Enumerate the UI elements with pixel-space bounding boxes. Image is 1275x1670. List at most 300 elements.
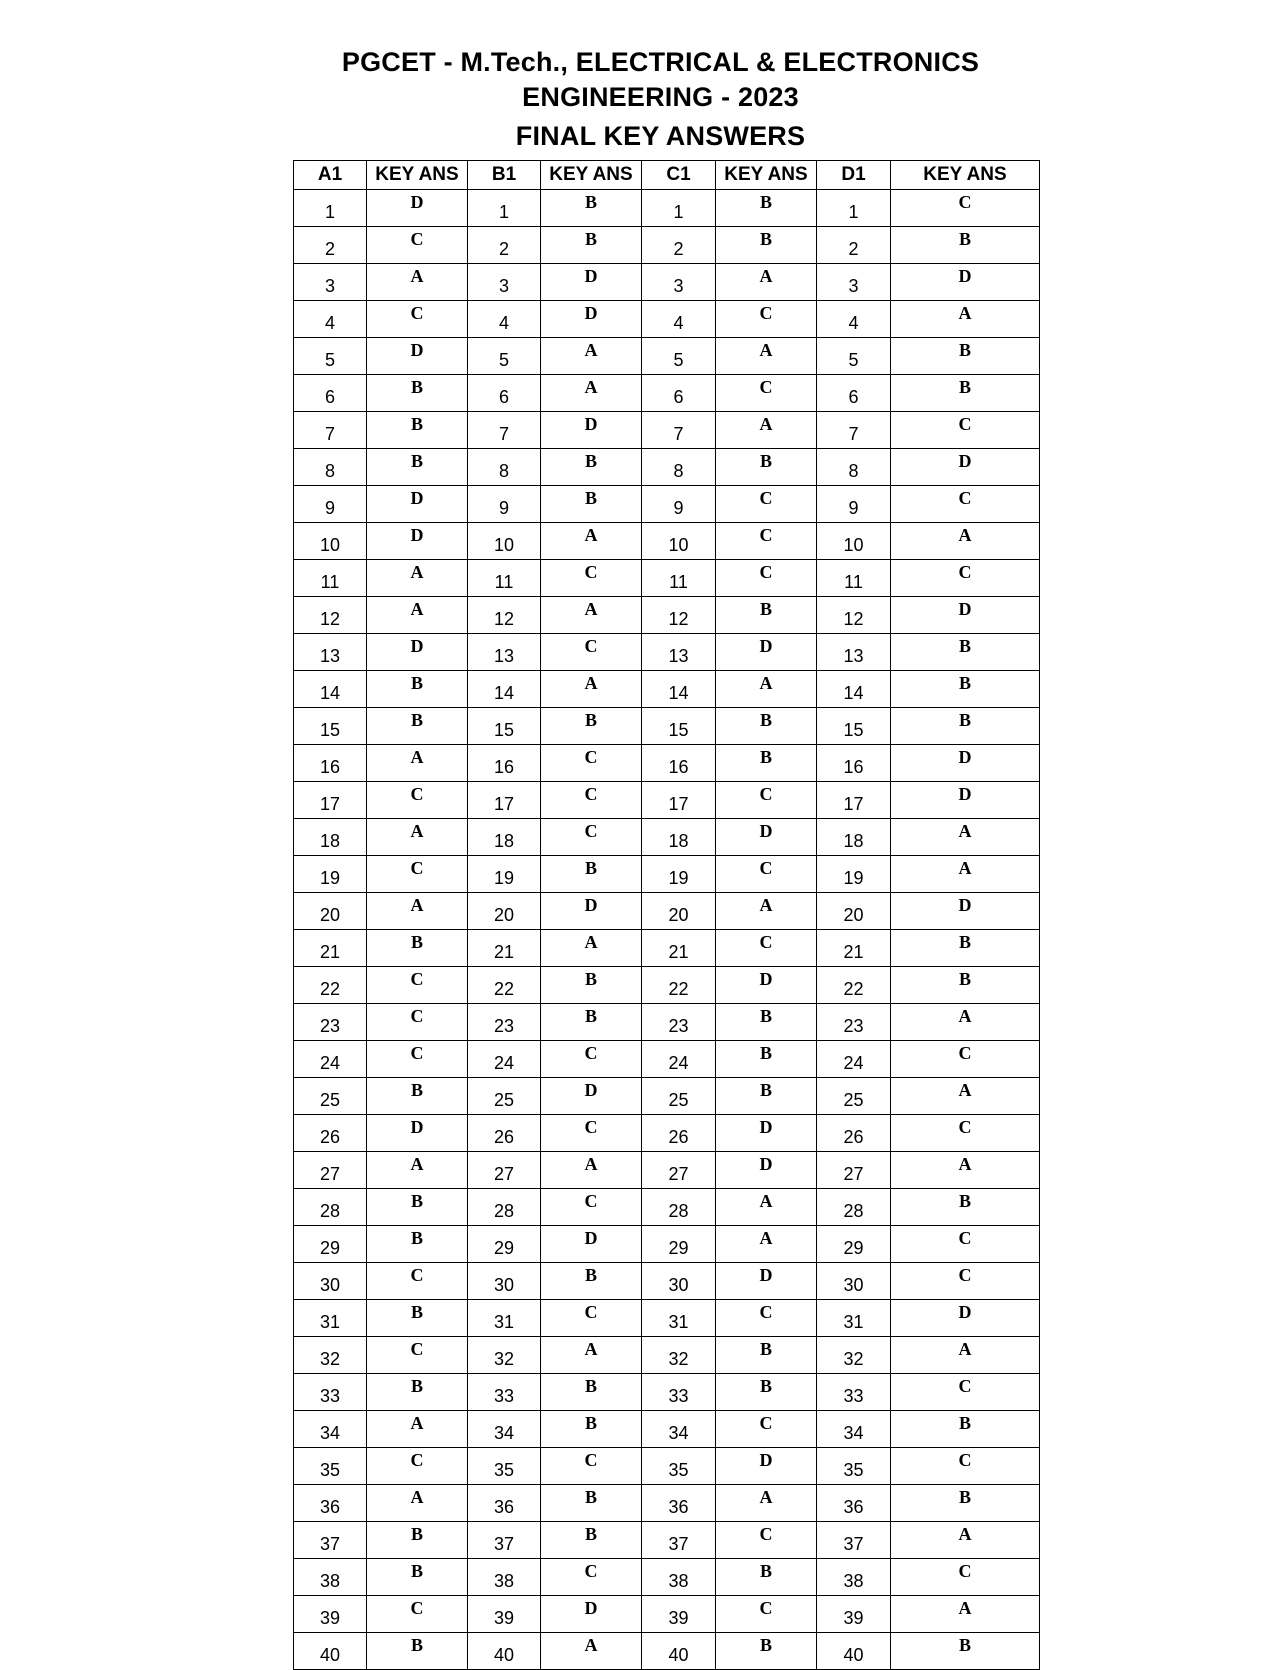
table-row bbox=[294, 1337, 1040, 1374]
question-number-b1: 30 bbox=[468, 1263, 541, 1300]
key-answer-b1: D bbox=[541, 301, 642, 338]
key-answer-d1: A bbox=[891, 1152, 1040, 1189]
question-number-b1: 8 bbox=[468, 449, 541, 486]
question-number-c1: 31 bbox=[642, 1300, 716, 1337]
key-answer-a1: C bbox=[367, 967, 468, 1004]
key-answer-d1: A bbox=[891, 523, 1040, 560]
key-answer-a1: D bbox=[367, 634, 468, 671]
question-number-b1: 29 bbox=[468, 1226, 541, 1263]
question-number-d1: 36 bbox=[817, 1485, 891, 1522]
key-answer-c1: A bbox=[716, 338, 817, 375]
key-answer-b1: D bbox=[541, 893, 642, 930]
table-row bbox=[294, 1448, 1040, 1485]
question-number-c1: 9 bbox=[642, 486, 716, 523]
key-answer-c1: D bbox=[716, 1115, 817, 1152]
question-number-a1: 33 bbox=[294, 1374, 367, 1411]
table-row bbox=[294, 1300, 1040, 1337]
table-row bbox=[294, 634, 1040, 671]
question-number-a1: 30 bbox=[294, 1263, 367, 1300]
table-row bbox=[294, 190, 1040, 227]
key-answer-a1: C bbox=[367, 1337, 468, 1374]
key-answer-c1: C bbox=[716, 1596, 817, 1633]
key-answer-d1: D bbox=[891, 597, 1040, 634]
key-answer-c1: B bbox=[716, 745, 817, 782]
question-number-b1: 5 bbox=[468, 338, 541, 375]
question-number-d1: 30 bbox=[817, 1263, 891, 1300]
question-number-d1: 18 bbox=[817, 819, 891, 856]
question-number-a1: 27 bbox=[294, 1152, 367, 1189]
question-number-a1: 19 bbox=[294, 856, 367, 893]
question-number-c1: 40 bbox=[642, 1633, 716, 1670]
table-row bbox=[294, 338, 1040, 375]
key-answer-b1: A bbox=[541, 671, 642, 708]
key-answer-a1: A bbox=[367, 1485, 468, 1522]
key-answer-d1: D bbox=[891, 782, 1040, 819]
key-answer-c1: A bbox=[716, 671, 817, 708]
key-answer-c1: C bbox=[716, 930, 817, 967]
key-answer-d1: B bbox=[891, 1485, 1040, 1522]
key-answer-a1: D bbox=[367, 1115, 468, 1152]
key-answer-a1: B bbox=[367, 375, 468, 412]
key-answer-a1: A bbox=[367, 745, 468, 782]
key-answer-d1: A bbox=[891, 1522, 1040, 1559]
key-answer-d1: C bbox=[891, 1374, 1040, 1411]
question-number-b1: 37 bbox=[468, 1522, 541, 1559]
table-row bbox=[294, 597, 1040, 634]
table-row bbox=[294, 1374, 1040, 1411]
key-answer-d1: B bbox=[891, 227, 1040, 264]
question-number-c1: 17 bbox=[642, 782, 716, 819]
key-answer-b1: B bbox=[541, 1374, 642, 1411]
table-row bbox=[294, 486, 1040, 523]
question-number-b1: 38 bbox=[468, 1559, 541, 1596]
table-row bbox=[294, 1633, 1040, 1670]
key-answer-b1: D bbox=[541, 1596, 642, 1633]
key-answer-d1: B bbox=[891, 375, 1040, 412]
key-answer-a1: B bbox=[367, 1633, 468, 1670]
header-version-c1: C1 bbox=[642, 161, 716, 190]
table-row bbox=[294, 708, 1040, 745]
key-answer-c1: B bbox=[716, 449, 817, 486]
key-answer-c1: D bbox=[716, 1263, 817, 1300]
question-number-d1: 12 bbox=[817, 597, 891, 634]
key-answer-c1: C bbox=[716, 375, 817, 412]
table-row bbox=[294, 560, 1040, 597]
question-number-d1: 20 bbox=[817, 893, 891, 930]
question-number-d1: 28 bbox=[817, 1189, 891, 1226]
key-answer-b1: B bbox=[541, 227, 642, 264]
question-number-a1: 8 bbox=[294, 449, 367, 486]
table-row bbox=[294, 1411, 1040, 1448]
key-answer-b1: A bbox=[541, 1633, 642, 1670]
question-number-c1: 8 bbox=[642, 449, 716, 486]
question-number-b1: 36 bbox=[468, 1485, 541, 1522]
key-answer-c1: C bbox=[716, 523, 817, 560]
key-answer-a1: B bbox=[367, 1559, 468, 1596]
question-number-d1: 11 bbox=[817, 560, 891, 597]
question-number-c1: 14 bbox=[642, 671, 716, 708]
question-number-d1: 22 bbox=[817, 967, 891, 1004]
key-answer-b1: C bbox=[541, 1448, 642, 1485]
question-number-c1: 24 bbox=[642, 1041, 716, 1078]
key-answer-b1: C bbox=[541, 745, 642, 782]
question-number-b1: 40 bbox=[468, 1633, 541, 1670]
question-number-c1: 19 bbox=[642, 856, 716, 893]
key-answer-b1: B bbox=[541, 708, 642, 745]
key-answer-b1: D bbox=[541, 264, 642, 301]
question-number-b1: 24 bbox=[468, 1041, 541, 1078]
header-key-ans-a1: KEY ANS bbox=[367, 161, 468, 190]
key-answer-a1: B bbox=[367, 449, 468, 486]
key-answer-c1: A bbox=[716, 893, 817, 930]
question-number-c1: 18 bbox=[642, 819, 716, 856]
key-answer-a1: B bbox=[367, 671, 468, 708]
document-title-line-2: ENGINEERING - 2023 bbox=[522, 82, 799, 112]
question-number-d1: 21 bbox=[817, 930, 891, 967]
key-answer-c1: B bbox=[716, 190, 817, 227]
key-answer-d1: D bbox=[891, 893, 1040, 930]
key-answer-b1: B bbox=[541, 449, 642, 486]
question-number-a1: 13 bbox=[294, 634, 367, 671]
question-number-d1: 31 bbox=[817, 1300, 891, 1337]
question-number-b1: 28 bbox=[468, 1189, 541, 1226]
question-number-c1: 29 bbox=[642, 1226, 716, 1263]
key-answer-b1: B bbox=[541, 856, 642, 893]
question-number-c1: 32 bbox=[642, 1337, 716, 1374]
question-number-d1: 13 bbox=[817, 634, 891, 671]
key-answer-a1: B bbox=[367, 1300, 468, 1337]
key-answer-a1: C bbox=[367, 1004, 468, 1041]
question-number-a1: 6 bbox=[294, 375, 367, 412]
question-number-a1: 9 bbox=[294, 486, 367, 523]
question-number-c1: 38 bbox=[642, 1559, 716, 1596]
table-row bbox=[294, 301, 1040, 338]
key-answer-b1: A bbox=[541, 338, 642, 375]
header-version-d1: D1 bbox=[817, 161, 891, 190]
key-answer-a1: C bbox=[367, 1448, 468, 1485]
header-key-ans-b1: KEY ANS bbox=[541, 161, 642, 190]
question-number-c1: 5 bbox=[642, 338, 716, 375]
key-answer-d1: B bbox=[891, 930, 1040, 967]
table-row bbox=[294, 449, 1040, 486]
key-answer-c1: B bbox=[716, 1041, 817, 1078]
question-number-b1: 27 bbox=[468, 1152, 541, 1189]
key-answer-c1: B bbox=[716, 227, 817, 264]
key-answer-c1: C bbox=[716, 486, 817, 523]
question-number-d1: 33 bbox=[817, 1374, 891, 1411]
key-answer-d1: C bbox=[891, 486, 1040, 523]
header-version-a1: A1 bbox=[294, 161, 367, 190]
question-number-a1: 15 bbox=[294, 708, 367, 745]
header-key-ans-c1: KEY ANS bbox=[716, 161, 817, 190]
question-number-c1: 34 bbox=[642, 1411, 716, 1448]
question-number-c1: 2 bbox=[642, 227, 716, 264]
question-number-c1: 16 bbox=[642, 745, 716, 782]
question-number-c1: 21 bbox=[642, 930, 716, 967]
question-number-b1: 31 bbox=[468, 1300, 541, 1337]
table-row bbox=[294, 227, 1040, 264]
question-number-d1: 37 bbox=[817, 1522, 891, 1559]
question-number-b1: 20 bbox=[468, 893, 541, 930]
key-answer-c1: B bbox=[716, 1078, 817, 1115]
key-answer-c1: B bbox=[716, 597, 817, 634]
question-number-a1: 36 bbox=[294, 1485, 367, 1522]
document-title-line-1: PGCET - M.Tech., ELECTRICAL & ELECTRONICS bbox=[341, 47, 980, 77]
key-answer-c1: A bbox=[716, 1189, 817, 1226]
key-answer-b1: A bbox=[541, 597, 642, 634]
question-number-b1: 15 bbox=[468, 708, 541, 745]
table-row bbox=[294, 856, 1040, 893]
key-answer-d1: C bbox=[891, 1263, 1040, 1300]
key-answer-a1: D bbox=[367, 486, 468, 523]
key-answer-a1: C bbox=[367, 856, 468, 893]
key-answer-a1: B bbox=[367, 1522, 468, 1559]
question-number-d1: 26 bbox=[817, 1115, 891, 1152]
key-answer-d1: D bbox=[891, 449, 1040, 486]
question-number-c1: 36 bbox=[642, 1485, 716, 1522]
key-answer-a1: B bbox=[367, 1226, 468, 1263]
question-number-a1: 16 bbox=[294, 745, 367, 782]
question-number-c1: 3 bbox=[642, 264, 716, 301]
question-number-d1: 14 bbox=[817, 671, 891, 708]
table-row bbox=[294, 1004, 1040, 1041]
key-answer-c1: C bbox=[716, 1300, 817, 1337]
question-number-a1: 25 bbox=[294, 1078, 367, 1115]
key-answer-c1: C bbox=[716, 301, 817, 338]
key-answer-c1: B bbox=[716, 1004, 817, 1041]
question-number-c1: 33 bbox=[642, 1374, 716, 1411]
question-number-c1: 30 bbox=[642, 1263, 716, 1300]
question-number-d1: 7 bbox=[817, 412, 891, 449]
question-number-b1: 23 bbox=[468, 1004, 541, 1041]
table-row bbox=[294, 745, 1040, 782]
question-number-a1: 32 bbox=[294, 1337, 367, 1374]
question-number-c1: 4 bbox=[642, 301, 716, 338]
question-number-c1: 10 bbox=[642, 523, 716, 560]
key-answer-d1: C bbox=[891, 190, 1040, 227]
question-number-a1: 37 bbox=[294, 1522, 367, 1559]
table-row bbox=[294, 1115, 1040, 1152]
key-answer-d1: D bbox=[891, 1300, 1040, 1337]
key-answer-b1: C bbox=[541, 1189, 642, 1226]
question-number-c1: 7 bbox=[642, 412, 716, 449]
document-subtitle: FINAL KEY ANSWERS bbox=[515, 121, 806, 151]
key-answer-d1: B bbox=[891, 708, 1040, 745]
question-number-c1: 20 bbox=[642, 893, 716, 930]
question-number-d1: 35 bbox=[817, 1448, 891, 1485]
key-answer-a1: C bbox=[367, 1596, 468, 1633]
table-row bbox=[294, 1152, 1040, 1189]
question-number-a1: 40 bbox=[294, 1633, 367, 1670]
key-answer-d1: A bbox=[891, 1078, 1040, 1115]
question-number-c1: 12 bbox=[642, 597, 716, 634]
question-number-b1: 21 bbox=[468, 930, 541, 967]
table-row bbox=[294, 264, 1040, 301]
question-number-b1: 34 bbox=[468, 1411, 541, 1448]
question-number-b1: 35 bbox=[468, 1448, 541, 1485]
question-number-b1: 3 bbox=[468, 264, 541, 301]
key-answer-a1: B bbox=[367, 930, 468, 967]
header-version-b1: B1 bbox=[468, 161, 541, 190]
key-answer-b1: C bbox=[541, 1559, 642, 1596]
table-row bbox=[294, 930, 1040, 967]
question-number-b1: 33 bbox=[468, 1374, 541, 1411]
table-row bbox=[294, 967, 1040, 1004]
key-answer-a1: A bbox=[367, 819, 468, 856]
question-number-c1: 1 bbox=[642, 190, 716, 227]
key-answer-d1: C bbox=[891, 1041, 1040, 1078]
question-number-d1: 5 bbox=[817, 338, 891, 375]
question-number-c1: 15 bbox=[642, 708, 716, 745]
key-answer-b1: B bbox=[541, 1411, 642, 1448]
question-number-b1: 22 bbox=[468, 967, 541, 1004]
table-row bbox=[294, 1189, 1040, 1226]
key-answer-a1: C bbox=[367, 782, 468, 819]
key-answer-b1: B bbox=[541, 486, 642, 523]
question-number-a1: 26 bbox=[294, 1115, 367, 1152]
question-number-a1: 17 bbox=[294, 782, 367, 819]
question-number-a1: 24 bbox=[294, 1041, 367, 1078]
header-key-ans-d1: KEY ANS bbox=[891, 161, 1040, 190]
question-number-c1: 27 bbox=[642, 1152, 716, 1189]
question-number-d1: 19 bbox=[817, 856, 891, 893]
question-number-c1: 23 bbox=[642, 1004, 716, 1041]
question-number-a1: 3 bbox=[294, 264, 367, 301]
table-row bbox=[294, 1078, 1040, 1115]
table-row bbox=[294, 412, 1040, 449]
table-row bbox=[294, 782, 1040, 819]
table-row bbox=[294, 523, 1040, 560]
question-number-a1: 12 bbox=[294, 597, 367, 634]
key-answer-c1: D bbox=[716, 1448, 817, 1485]
question-number-a1: 14 bbox=[294, 671, 367, 708]
key-answer-d1: B bbox=[891, 634, 1040, 671]
question-number-c1: 6 bbox=[642, 375, 716, 412]
question-number-d1: 23 bbox=[817, 1004, 891, 1041]
key-answer-d1: B bbox=[891, 338, 1040, 375]
question-number-c1: 37 bbox=[642, 1522, 716, 1559]
key-answer-b1: A bbox=[541, 1337, 642, 1374]
question-number-b1: 19 bbox=[468, 856, 541, 893]
key-answer-d1: A bbox=[891, 1596, 1040, 1633]
key-answer-a1: A bbox=[367, 264, 468, 301]
question-number-a1: 7 bbox=[294, 412, 367, 449]
key-answer-a1: D bbox=[367, 523, 468, 560]
table-row bbox=[294, 1485, 1040, 1522]
question-number-c1: 26 bbox=[642, 1115, 716, 1152]
key-answer-d1: D bbox=[891, 264, 1040, 301]
key-answer-a1: B bbox=[367, 1078, 468, 1115]
key-answer-a1: A bbox=[367, 1152, 468, 1189]
question-number-b1: 1 bbox=[468, 190, 541, 227]
question-number-a1: 10 bbox=[294, 523, 367, 560]
question-number-a1: 2 bbox=[294, 227, 367, 264]
question-number-c1: 35 bbox=[642, 1448, 716, 1485]
key-answer-b1: B bbox=[541, 1522, 642, 1559]
question-number-b1: 13 bbox=[468, 634, 541, 671]
question-number-d1: 39 bbox=[817, 1596, 891, 1633]
key-answer-b1: C bbox=[541, 819, 642, 856]
key-answer-b1: C bbox=[541, 634, 642, 671]
key-answer-c1: C bbox=[716, 560, 817, 597]
key-answer-c1: B bbox=[716, 1337, 817, 1374]
key-answer-c1: A bbox=[716, 412, 817, 449]
key-answer-d1: A bbox=[891, 1337, 1040, 1374]
key-answer-c1: C bbox=[716, 1411, 817, 1448]
question-number-b1: 4 bbox=[468, 301, 541, 338]
question-number-a1: 34 bbox=[294, 1411, 367, 1448]
question-number-c1: 11 bbox=[642, 560, 716, 597]
question-number-d1: 29 bbox=[817, 1226, 891, 1263]
question-number-c1: 39 bbox=[642, 1596, 716, 1633]
question-number-b1: 39 bbox=[468, 1596, 541, 1633]
key-answer-b1: A bbox=[541, 1152, 642, 1189]
key-answer-a1: C bbox=[367, 1041, 468, 1078]
key-answer-b1: B bbox=[541, 190, 642, 227]
key-answer-d1: A bbox=[891, 1004, 1040, 1041]
question-number-d1: 9 bbox=[817, 486, 891, 523]
question-number-c1: 22 bbox=[642, 967, 716, 1004]
table-row bbox=[294, 1041, 1040, 1078]
key-answer-d1: C bbox=[891, 1226, 1040, 1263]
table-row bbox=[294, 893, 1040, 930]
question-number-a1: 38 bbox=[294, 1559, 367, 1596]
key-answer-a1: B bbox=[367, 708, 468, 745]
question-number-d1: 24 bbox=[817, 1041, 891, 1078]
question-number-b1: 16 bbox=[468, 745, 541, 782]
question-number-a1: 4 bbox=[294, 301, 367, 338]
key-answer-a1: A bbox=[367, 597, 468, 634]
question-number-d1: 27 bbox=[817, 1152, 891, 1189]
key-answer-b1: D bbox=[541, 412, 642, 449]
key-answer-d1: B bbox=[891, 1633, 1040, 1670]
question-number-d1: 16 bbox=[817, 745, 891, 782]
key-answer-a1: C bbox=[367, 227, 468, 264]
key-answer-d1: B bbox=[891, 967, 1040, 1004]
key-answer-c1: B bbox=[716, 1633, 817, 1670]
question-number-d1: 34 bbox=[817, 1411, 891, 1448]
question-number-b1: 2 bbox=[468, 227, 541, 264]
question-number-d1: 4 bbox=[817, 301, 891, 338]
key-answer-b1: A bbox=[541, 523, 642, 560]
key-answer-c1: C bbox=[716, 782, 817, 819]
question-number-d1: 17 bbox=[817, 782, 891, 819]
key-answer-a1: C bbox=[367, 1263, 468, 1300]
question-number-b1: 18 bbox=[468, 819, 541, 856]
key-answer-b1: C bbox=[541, 782, 642, 819]
table-row bbox=[294, 1559, 1040, 1596]
key-answer-d1: A bbox=[891, 301, 1040, 338]
key-answer-b1: D bbox=[541, 1078, 642, 1115]
question-number-a1: 1 bbox=[294, 190, 367, 227]
key-answer-c1: D bbox=[716, 967, 817, 1004]
question-number-d1: 3 bbox=[817, 264, 891, 301]
question-number-d1: 38 bbox=[817, 1559, 891, 1596]
key-answer-a1: B bbox=[367, 1374, 468, 1411]
question-number-b1: 9 bbox=[468, 486, 541, 523]
question-number-b1: 14 bbox=[468, 671, 541, 708]
key-answer-b1: A bbox=[541, 375, 642, 412]
key-answer-d1: C bbox=[891, 412, 1040, 449]
key-answer-c1: D bbox=[716, 819, 817, 856]
question-number-a1: 21 bbox=[294, 930, 367, 967]
key-answer-c1: B bbox=[716, 708, 817, 745]
key-answer-a1: D bbox=[367, 190, 468, 227]
question-number-b1: 7 bbox=[468, 412, 541, 449]
key-answer-c1: A bbox=[716, 1226, 817, 1263]
key-answer-a1: A bbox=[367, 1411, 468, 1448]
key-answer-c1: B bbox=[716, 1559, 817, 1596]
